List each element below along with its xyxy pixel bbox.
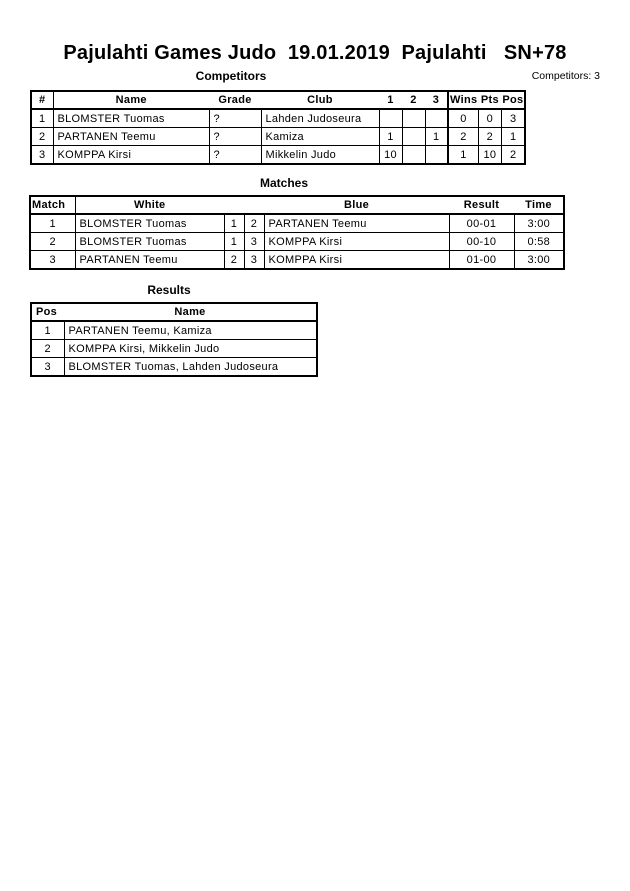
- table-row: [31, 340, 317, 358]
- cell-pts: 10: [478, 146, 501, 165]
- table-row: [31, 146, 525, 165]
- cell-round-1: 1: [379, 128, 402, 146]
- cell-result: 00-01: [449, 214, 514, 233]
- cell-blue-name: PARTANEN Teemu: [264, 214, 449, 233]
- header-match: Match: [30, 196, 75, 214]
- cell-pos: 1: [501, 128, 525, 146]
- cell-name: PARTANEN Teemu: [53, 128, 209, 146]
- cell-wins: 2: [448, 128, 478, 146]
- cell-white-name: BLOMSTER Tuomas: [75, 233, 224, 251]
- header-name: Name: [53, 91, 209, 109]
- competitors-header-row: [31, 91, 525, 109]
- page-title: Pajulahti Games Judo 19.01.2019 Pajulahti SN+78: [63, 42, 567, 64]
- cell-name-club: BLOMSTER Tuomas, Lahden Judoseura: [64, 358, 317, 377]
- cell-time: 3:00: [514, 251, 564, 270]
- cell-round-3: [425, 109, 448, 128]
- header-round-1: 1: [379, 91, 402, 109]
- cell-result: 00-10: [449, 233, 514, 251]
- cell-blue-number: 3: [244, 251, 264, 270]
- table-row: [31, 128, 525, 146]
- results-header-row: [31, 303, 317, 321]
- cell-pos: 3: [501, 109, 525, 128]
- cell-pts: 2: [478, 128, 501, 146]
- results-table: [30, 302, 318, 377]
- competitors-count: Competitors: 3: [531, 70, 600, 82]
- cell-wins: 1: [448, 146, 478, 165]
- table-row: [30, 251, 564, 270]
- cell-blue-number: 2: [244, 214, 264, 233]
- cell-blue-name: KOMPPA Kirsi: [264, 251, 449, 270]
- cell-match-number: 1: [30, 214, 75, 233]
- cell-wins: 0: [448, 109, 478, 128]
- cell-round-2: [402, 146, 425, 165]
- header-pts: Pts: [478, 91, 501, 109]
- header-blue-number: [244, 196, 264, 214]
- cell-white-name: BLOMSTER Tuomas: [75, 214, 224, 233]
- cell-pos: 3: [31, 358, 64, 377]
- cell-number: 2: [31, 128, 53, 146]
- cell-grade: ?: [209, 128, 261, 146]
- cell-white-number: 1: [224, 214, 244, 233]
- cell-round-1: [379, 109, 402, 128]
- header-grade: Grade: [209, 91, 261, 109]
- cell-pts: 0: [478, 109, 501, 128]
- header-round-2: 2: [402, 91, 425, 109]
- cell-club: Mikkelin Judo: [261, 146, 379, 165]
- header-number: #: [31, 91, 53, 109]
- cell-pos: 2: [501, 146, 525, 165]
- cell-blue-number: 3: [244, 233, 264, 251]
- cell-number: 1: [31, 109, 53, 128]
- header-pos: Pos: [31, 303, 64, 321]
- cell-round-1: 10: [379, 146, 402, 165]
- header-blue: Blue: [264, 196, 449, 214]
- header-white: White: [75, 196, 224, 214]
- cell-match-number: 2: [30, 233, 75, 251]
- header-round-3: 3: [425, 91, 448, 109]
- cell-time: 3:00: [514, 214, 564, 233]
- header-time: Time: [514, 196, 564, 214]
- header-club: Club: [261, 91, 379, 109]
- cell-blue-name: KOMPPA Kirsi: [264, 233, 449, 251]
- cell-number: 3: [31, 146, 53, 165]
- cell-white-number: 1: [224, 233, 244, 251]
- cell-white-name: PARTANEN Teemu: [75, 251, 224, 270]
- cell-name: BLOMSTER Tuomas: [53, 109, 209, 128]
- table-row: [30, 233, 564, 251]
- matches-table: [29, 195, 565, 270]
- cell-grade: ?: [209, 146, 261, 165]
- cell-white-number: 2: [224, 251, 244, 270]
- section-heading-results: Results: [147, 283, 191, 297]
- cell-round-3: 1: [425, 128, 448, 146]
- header-wins: Wins: [448, 91, 478, 109]
- header-white-number: [224, 196, 244, 214]
- header-result: Result: [449, 196, 514, 214]
- matches-header-row: [30, 196, 564, 214]
- cell-time: 0:58: [514, 233, 564, 251]
- cell-result: 01-00: [449, 251, 514, 270]
- table-row: [31, 358, 317, 377]
- section-heading-matches: Matches: [259, 176, 309, 190]
- cell-club: Lahden Judoseura: [261, 109, 379, 128]
- cell-club: Kamiza: [261, 128, 379, 146]
- cell-round-3: [425, 146, 448, 165]
- cell-match-number: 3: [30, 251, 75, 270]
- cell-pos: 2: [31, 340, 64, 358]
- table-row: [30, 214, 564, 233]
- header-pos: Pos: [501, 91, 525, 109]
- table-row: [31, 109, 525, 128]
- cell-name-club: KOMPPA Kirsi, Mikkelin Judo: [64, 340, 317, 358]
- cell-round-2: [402, 128, 425, 146]
- cell-name: KOMPPA Kirsi: [53, 146, 209, 165]
- cell-name-club: PARTANEN Teemu, Kamiza: [64, 321, 317, 340]
- table-row: [31, 321, 317, 340]
- cell-pos: 1: [31, 321, 64, 340]
- cell-grade: ?: [209, 109, 261, 128]
- section-heading-competitors: Competitors: [195, 69, 267, 83]
- header-name: Name: [64, 303, 317, 321]
- competitors-table: [30, 90, 526, 165]
- cell-round-2: [402, 109, 425, 128]
